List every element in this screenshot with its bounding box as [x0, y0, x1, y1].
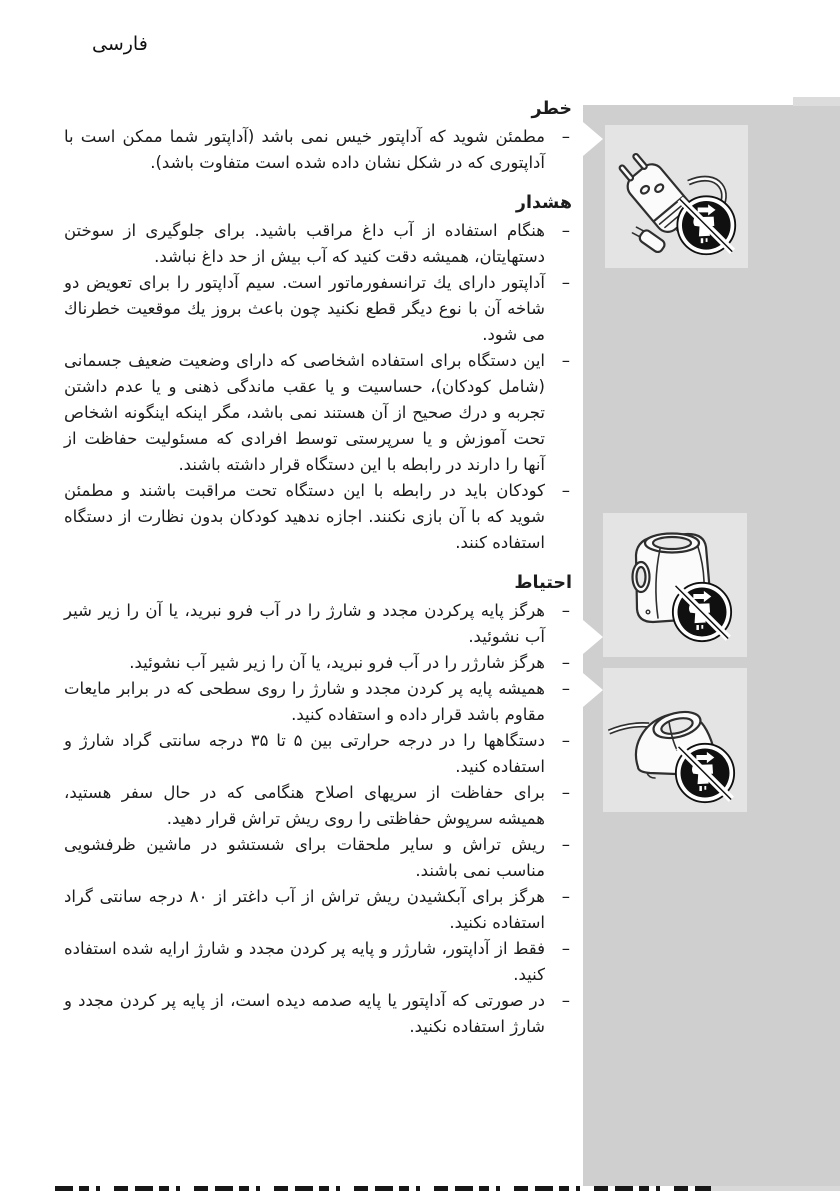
bullet-text: آداپتور دارای یك ترانسفورماتور است. سیم آداپتور را برای تعویض دو شاخه آن با نوع دیگر قطع نکنید چون باعث بروز یك موقعیت خطرناك می شود. — [64, 273, 545, 344]
bullet-dash: – — [561, 351, 570, 370]
no-rinse-under-tap-icon — [676, 744, 734, 802]
safety-bullet — [64, 650, 572, 676]
bullet-text: دستگاهها را در درجه حرارتی بین ۵ تا ۳۵ درجه سانتی گراد شارژ و استفاده کنید. — [64, 731, 545, 776]
next-page-text-artifact — [55, 1186, 711, 1191]
pointer-notch-caution-stand — [583, 620, 603, 654]
figure-refill-stand — [603, 513, 747, 657]
safety-bullet — [64, 728, 572, 780]
language-label: فارسی — [92, 33, 148, 55]
section-heading: خطر — [531, 99, 572, 119]
bullet-dash: – — [561, 481, 570, 500]
pointer-notch-danger — [583, 122, 603, 156]
safety-bullet — [64, 598, 572, 650]
charger-stand-illustration — [603, 668, 747, 812]
bullet-text: در صورتی که آداپتور یا پایه صدمه دیده است، از پایه پر کردن مجدد و شارژ استفاده نکنید. — [64, 991, 545, 1036]
section-bullets — [64, 124, 572, 176]
bullet-text: هرگز برای آبکشیدن ریش تراش از آب داغتر از ۸۰ درجه سانتی گراد استفاده نکنید. — [64, 887, 545, 932]
safety-text-column — [64, 96, 572, 1051]
pointer-notch-caution-charger — [583, 673, 603, 707]
safety-bullet — [64, 478, 572, 556]
safety-bullet — [64, 218, 572, 270]
safety-bullet — [64, 124, 572, 176]
safety-bullet — [64, 832, 572, 884]
bullet-text: هنگام استفاده از آب داغ مراقب باشید. برای جلوگیری از سوختن دستهایتان، همیشه دقت کنید که آب بیش از حد داغ نباشد. — [64, 221, 545, 266]
bullet-dash: – — [561, 731, 570, 750]
bullet-text: مطمئن شوید که آداپتور خیس نمی باشد (آداپتور شما ممکن است با آداپتوری که در شکل نشان داده شده است متفاوت باشد). — [64, 127, 545, 172]
section-heading: هشدار — [515, 193, 572, 213]
bullet-dash: – — [561, 835, 570, 854]
safety-section — [64, 96, 572, 176]
section-heading: احتیاط — [514, 573, 572, 593]
adapter-illustration — [605, 125, 748, 268]
bullet-text: کودکان باید در رابطه با این دستگاه تحت مراقبت باشند و مطمئن شوید که با آن بازی نکنند. اجازه ندهید کودکان بدون نظارت از دستگاه استفاده کنند. — [64, 481, 545, 552]
safety-bullet — [64, 676, 572, 728]
bullet-text: هرگز پایه پرکردن مجدد و شارژ را در آب فرو نبرید، یا آن را زیر شیر آب نشوئید. — [64, 601, 545, 646]
no-rinse-under-tap-icon — [673, 583, 731, 641]
bullet-dash: – — [561, 783, 570, 802]
safety-bullet — [64, 780, 572, 832]
sidebar-top-tab — [793, 97, 840, 106]
bullet-text: این دستگاه برای استفاده اشخاصی که دارای وضعیت ضعیف جسمانی (شامل کودکان)، حساسیت و یا عقب ماندگی ذهنی و یا عدم داشتن تجربه و درك صحیح از آن هستند نمی باشد، مگر اینکه اینگونه اشخاص تحت آموزش و یا سرپرستی توسط افرادی که مسئولیت حفاظت از آنها را دارند در رابطه با این دستگاه قرار داشته باشند. — [64, 351, 545, 474]
bullet-dash: – — [561, 601, 570, 620]
bullet-dash: – — [561, 679, 570, 698]
section-bullets — [64, 218, 572, 556]
safety-bullet — [64, 270, 572, 348]
safety-bullet — [64, 348, 572, 478]
bullet-dash: – — [561, 939, 570, 958]
bullet-dash: – — [561, 887, 570, 906]
refill-stand-illustration — [603, 513, 747, 657]
bullet-dash: – — [561, 127, 570, 146]
safety-section — [64, 190, 572, 556]
safety-section — [64, 570, 572, 1040]
bullet-text: فقط از آداپتور، شارژر و پایه پر کردن مجدد و شارژ ارایه شده استفاده کنید. — [64, 939, 545, 984]
bullet-text: همیشه پایه پر کردن مجدد و شارژ را روی سطحی که در برابر مایعات مقاوم باشد قرار داده و استفاده کنید. — [64, 679, 545, 724]
safety-bullet — [64, 936, 572, 988]
bullet-dash: – — [561, 273, 570, 292]
section-bullets — [64, 598, 572, 1040]
bullet-text: ریش تراش و سایر ملحقات برای شستشو در ماشین ظرفشویی مناسب نمی باشند. — [64, 835, 545, 880]
safety-bullet — [64, 884, 572, 936]
bullet-dash: – — [561, 653, 570, 672]
figure-charger-stand — [603, 668, 747, 812]
next-page-strip-tail — [711, 1186, 840, 1191]
bullet-text: هرگز شارژر را در آب فرو نبرید، یا آن را زیر شیر آب نشوئید. — [129, 653, 545, 672]
bullet-dash: – — [561, 221, 570, 240]
figure-adapter — [605, 125, 748, 268]
bullet-dash: – — [561, 991, 570, 1010]
no-rinse-under-tap-icon — [677, 196, 735, 254]
bullet-text: برای حفاظت از سریهای اصلاح هنگامی که در حال سفر هستید، همیشه سرپوش حفاظتی را روی ریش تراش قرار دهید. — [64, 783, 545, 828]
safety-bullet — [64, 988, 572, 1040]
